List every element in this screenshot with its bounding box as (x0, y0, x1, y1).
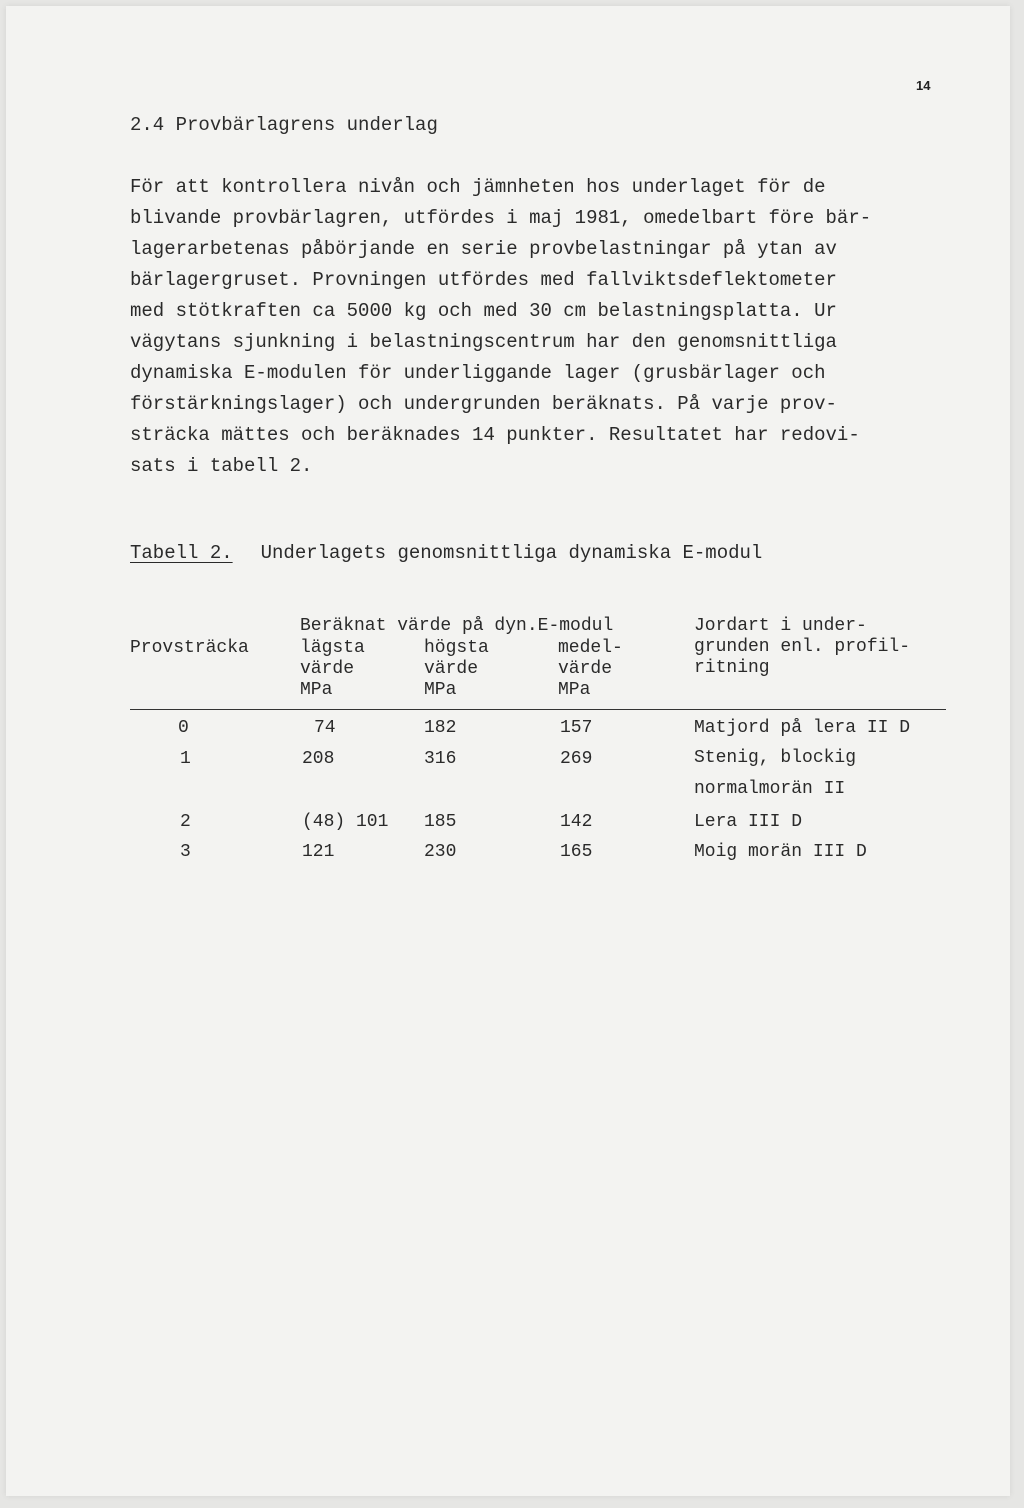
paragraph-line: vägytans sjunkning i belastningscentrum har den genomsnittliga (130, 331, 837, 353)
column-header-highest: högsta värde MPa (424, 638, 489, 700)
paragraph-line: dynamiska E-modulen för underliggande lager (grusbärlager och (130, 362, 826, 384)
table-cell-lowest: 74 (314, 718, 336, 738)
table-caption (130, 542, 762, 564)
section-heading: 2.4 Provbärlagrens underlag (130, 114, 438, 136)
paragraph-line: med stötkraften ca 5000 kg och med 30 cm belastningsplatta. Ur (130, 300, 837, 322)
table-cell-highest: 316 (424, 749, 457, 769)
table-cell-section: 1 (180, 749, 191, 769)
table-cell-section: 2 (180, 812, 191, 832)
table-cell-lowest: 208 (302, 749, 335, 769)
column-header-mean: medel- värde MPa (558, 638, 623, 700)
table-cell-lowest: 121 (302, 842, 335, 862)
table-cell-highest: 182 (424, 718, 457, 738)
column-header-provstracka: Provsträcka (130, 638, 249, 658)
table-cell-soil: Matjord på lera II D (694, 718, 911, 738)
column-header-soil: Jordart i under- grunden enl. profil- ritning (694, 616, 911, 678)
table-cell-soil: Moig morän III D (694, 842, 867, 862)
table-cell-soil: Lera III D (694, 812, 803, 832)
document-page (6, 6, 1010, 1496)
page-number: 14 (916, 78, 931, 93)
paragraph-line: blivande provbärlagren, utfördes i maj 1981, omedelbart före bär- (130, 207, 872, 229)
table-caption-label: Tabell 2. (130, 542, 233, 564)
body-paragraph (130, 172, 871, 482)
table-cell-lowest: (48) 101 (302, 812, 389, 832)
paragraph-line: förstärkningslager) och undergrunden beräknats. På varje prov- (130, 393, 837, 415)
table-cell-mean: 142 (560, 812, 593, 832)
table-cell-section: 0 (178, 718, 189, 738)
paragraph-line: sträcka mättes och beräknades 14 punkter. Resultatet har redovi- (130, 424, 860, 446)
table-header-rule (130, 709, 946, 710)
paragraph-line: sats i tabell 2. (130, 455, 313, 477)
table-cell-section: 3 (180, 842, 191, 862)
paragraph-line: lagerarbetenas påbörjande en serie provbelastningar på ytan av (130, 238, 837, 260)
table-cell-mean: 269 (560, 749, 593, 769)
table-cell-mean: 165 (560, 842, 593, 862)
table-cell-highest: 185 (424, 812, 457, 832)
column-group-header: Beräknat värde på dyn.E-modul (300, 616, 614, 636)
paragraph-line: bärlagergruset. Provningen utfördes med fallviktsdeflektometer (130, 269, 837, 291)
paragraph-line: För att kontrollera nivån och jämnheten hos underlaget för de (130, 176, 826, 198)
table-caption-title: Underlagets genomsnittliga dynamiska E-modul (260, 542, 763, 564)
table-cell-highest: 230 (424, 842, 457, 862)
table-cell-soil: Stenig, blockig normalmorän II (694, 748, 857, 799)
table-cell-mean: 157 (560, 718, 593, 738)
column-header-lowest: lägsta värde MPa (300, 638, 365, 700)
